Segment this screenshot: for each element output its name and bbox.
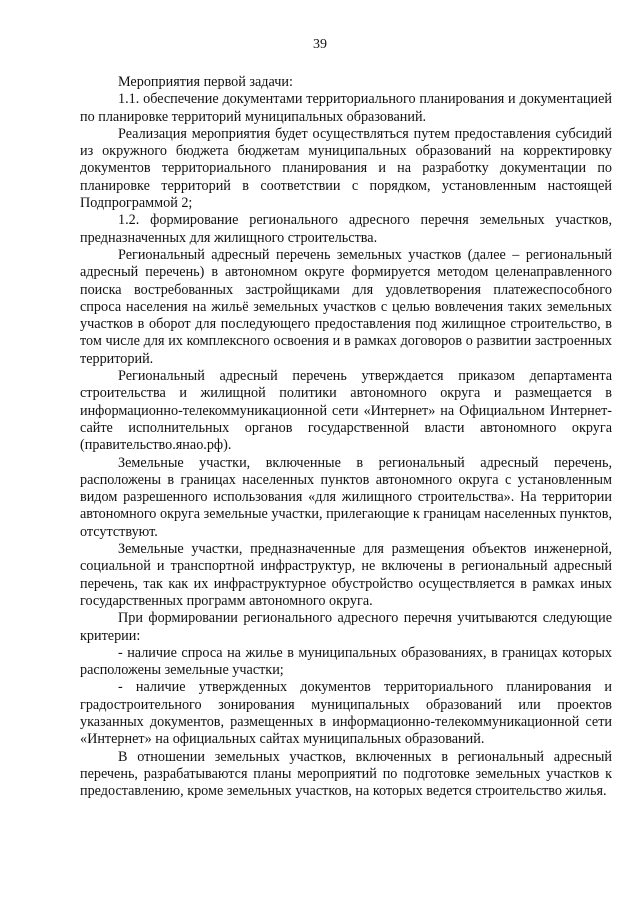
page-number: 39: [313, 37, 327, 52]
paragraph-item-1-1: 1.1. обеспечение документами территориального планирования и документацией по планировке территорий муниципальных образований.: [80, 91, 612, 125]
criteria-item-documents: - наличие утвержденных документов территориального планирования и градостроительного зонирования муниципальных образований или проектов указанных документов, размещенных в информационно-телекоммуникационной сети «Интернет» на официальных сайтах муниципальных образований.: [80, 679, 612, 748]
paragraph-criteria-intro: При формировании регионального адресного перечня учитываются следующие критерии:: [80, 610, 612, 644]
paragraph-land-plots-location: Земельные участки, включенные в региональный адресный перечень, расположены в границах населенных пунктов автономного округа с установленным видом разрешенного использования «для жилищного строительства». На территории автономного округа земельные участки, прилегающие к границам населенных пунктов, отсутствуют.: [80, 454, 612, 540]
document-body: [80, 74, 612, 800]
paragraph-item-1-2: 1.2. формирование регионального адресного перечня земельных участков, предназначенных для жилищного строительства.: [80, 212, 612, 246]
paragraph-regional-list-definition: Региональный адресный перечень земельных участков (далее – региональный адресный перечень) в автономном округе формируется методом целенаправленного поиска востребованных застройщиками для удовлетворения платежеспособного спроса населения на жильё земельных участков с целью вовлечения таких земельных участков в оборот для последующего предоставления под жилищное строительство, в том числе для их комплексного освоения и в рамках договоров о развитии застроенных территорий.: [80, 246, 612, 367]
paragraph-infrastructure-plots: Земельные участки, предназначенные для размещения объектов инженерной, социальной и транспортной инфраструктур, не включены в региональный адресный перечень, так как их инфраструктурное обустройство осуществляется в рамках иных государственных программ автономного округа.: [80, 541, 612, 609]
criteria-item-demand: - наличие спроса на жилье в муниципальных образованиях, в границах которых расположены земельные участки;: [80, 644, 612, 679]
paragraph-first-task-heading: Мероприятия первой задачи:: [118, 74, 293, 90]
paragraph-regional-list-approval: Региональный адресный перечень утверждается приказом департамента строительства и жилищной политики автономного округа и размещается в информационно-телекоммуникационной сети «Интернет» на Официальном Интернет-сайте исполнительных органов государственной власти автономного округа (правительство.янао.рф).: [80, 368, 612, 454]
paragraph-preparation-plans: В отношении земельных участков, включенных в региональный адресный перечень, разрабатываются планы мероприятий по подготовке земельных участков к предоставлению, кроме земельных участков, на которых ведется строительство жилья.: [80, 748, 612, 800]
paragraph-subsidies: Реализация мероприятия будет осуществляться путем предоставления субсидий из окружного бюджета бюджетам муниципальных образований на корректировку документов территориального планирования и на разработку документации по планировке территорий в соответствии с порядком, установленным настоящей Подпрограммой 2;: [80, 125, 612, 212]
